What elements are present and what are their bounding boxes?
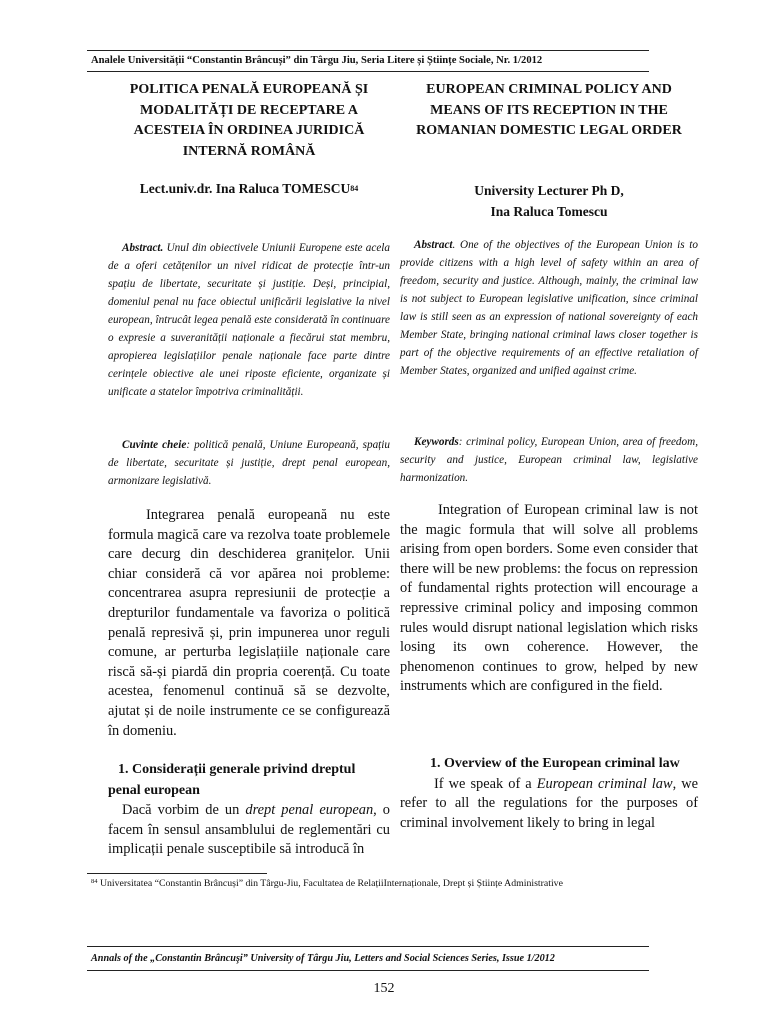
intro-romanian xyxy=(108,506,390,741)
section1-romanian xyxy=(108,760,390,860)
section1-text-ro-b: , o facem în sensul ansamblului de reglementări cu implicații penale susceptibile să introducă în xyxy=(108,802,390,858)
section1-text-ro-a: Dacă vorbim de un xyxy=(122,802,246,818)
intro-text-ro: Integrarea penală europeană nu este formula magică care va rezolva toate problemele care decurg din deschiderea granițelor. Unii chiar consideră că vor apărea noi probleme: concentrarea asupra represiunii de protecție a drepturilor fundamentale va favoriza o politică penală represivă și, prin impunerea unor reguli comune, ar perturba legislațiile naționale care riscă să-și piardă din propria coerență. Cu toate acestea, fenomenul continuă să se dezvolte, ajutat și de noile instrumente ce se configurează în domeniu. xyxy=(108,507,390,739)
journal-footer: Annals of the „Constantin Brâncuşi” University of Târgu Jiu, Letters and Social Sciences Series, Issue 1/2012 xyxy=(91,953,555,964)
abstract-romanian xyxy=(108,239,390,401)
footnote xyxy=(91,878,691,889)
author-romanian-name: Lect.univ.dr. Ina Raluca TOMESCU xyxy=(139,181,351,196)
keywords-label-en: Keywords xyxy=(414,436,459,448)
abstract-text-en: . One of the objectives of the European Union is to provide citizens with a high level of safety within an area of freedom, security and justice. Although, mainly, the criminal law is not subject to European legislative unification, since criminal law is still seen as an expression of national sovereignty of each Member State, bringing national criminal laws closer together is part of the objective requirements of an effective retaliation of Member States, organized and unified against crime. xyxy=(400,239,698,377)
section1-title-ro: 1. Considerații generale privind dreptul penal european xyxy=(108,762,356,798)
keywords-romanian xyxy=(108,436,390,490)
page-number: 152 xyxy=(373,981,395,996)
author-english-line1: University Lecturer Ph D, xyxy=(474,183,624,198)
footer-rule-top xyxy=(87,946,649,947)
abstract-english xyxy=(400,236,698,380)
section1-english xyxy=(400,754,698,833)
abstract-label-ro: Abstract. xyxy=(122,242,164,254)
author-english-line2: Ina Raluca Tomescu xyxy=(490,204,608,219)
abstract-text-ro: Unul din obiectivele Uniunii Europene este acela de a oferi cetățenilor un nivel ridicat de protecție într-un spațiu de libertate, securitate și justiție. Deși, principial, domeniul penal nu face obiectul unificării legislative la nivel european, întrucât legea penală este considerată în continuare o expresie a suveranității naționale a fiecărui stat membru, apropierea legislațiilor penale naționale face parte dintre cerințele obiective ale unei riposte eficiente, organizate și unificate a statelor împotriva criminalității. xyxy=(108,242,390,398)
author-romanian-block xyxy=(108,178,390,199)
intro-english xyxy=(400,501,698,697)
section1-title-en: 1. Overview of the European criminal law xyxy=(430,756,680,771)
keywords-label-ro: Cuvinte cheie xyxy=(122,439,187,451)
section1-text-en-a: If we speak of a xyxy=(434,775,537,792)
footnote-ref: 84 xyxy=(350,184,359,193)
title-romanian: POLITICA PENALĂ EUROPEANĂ ȘI MODALITĂȚI DE RECEPTARE A ACESTEIA ÎN ORDINEA JURIDICĂ INTERNĂ ROMÂNĂ xyxy=(129,82,369,159)
section1-text-ro xyxy=(108,801,390,860)
title-english: EUROPEAN CRIMINAL POLICY AND MEANS OF ITS RECEPTION IN THE ROMANIAN DOMESTIC LEGAL ORDER xyxy=(416,82,682,138)
keywords-text-en: : criminal policy, European Union, area of freedom, security and justice, European criminal law, legislative harmonization. xyxy=(400,436,698,484)
header-rule-top xyxy=(87,50,649,51)
keywords-english xyxy=(400,433,698,487)
author-english-block xyxy=(400,180,698,222)
keywords-text-ro: : politică penală, Uniune Europeană, spațiu de libertate, securitate și justiție, drept penal european, armonizare legislativă. xyxy=(108,439,390,487)
header-rule-bottom xyxy=(87,71,649,72)
journal-header: Analele Universității “Constantin Brâncuși” din Târgu Jiu, Seria Litere și Științe Sociale, Nr. 1/2012 xyxy=(91,55,543,66)
column-romanian xyxy=(108,80,390,162)
footnote-number: 84 xyxy=(91,878,98,885)
section1-text-en-em: European criminal law xyxy=(536,775,673,792)
section1-text-en-b: , we refer to all the regulations for the purposes of criminal involvement likely to bring in legal xyxy=(400,775,698,831)
abstract-label-en: Abstract xyxy=(414,239,453,251)
footnote-text: Universitatea “Constantin Brâncuși” din Târgu-Jiu, Facultatea de RelațiiInternaționale, Drept și Științe Administrative xyxy=(99,878,563,889)
footer-rule-bottom xyxy=(87,970,649,971)
section1-text-ro-em: drept penal european xyxy=(245,802,374,818)
author-romanian xyxy=(108,178,390,199)
section1-text-en xyxy=(400,775,698,834)
footnote-rule xyxy=(87,873,267,874)
column-english xyxy=(400,80,698,142)
intro-text-en: Integration of European criminal law is not the magic formula that will solve all problems arising from open borders. Some even consider that there will be new problems: the focus on repression of fundamental rights protection will encourage a repressive criminal policy and imposing common rules would disrupt national legislation which risks losing its own coherence. However, the phenomenon continues to grow, helped by new instruments which are configured in the field. xyxy=(400,502,698,695)
